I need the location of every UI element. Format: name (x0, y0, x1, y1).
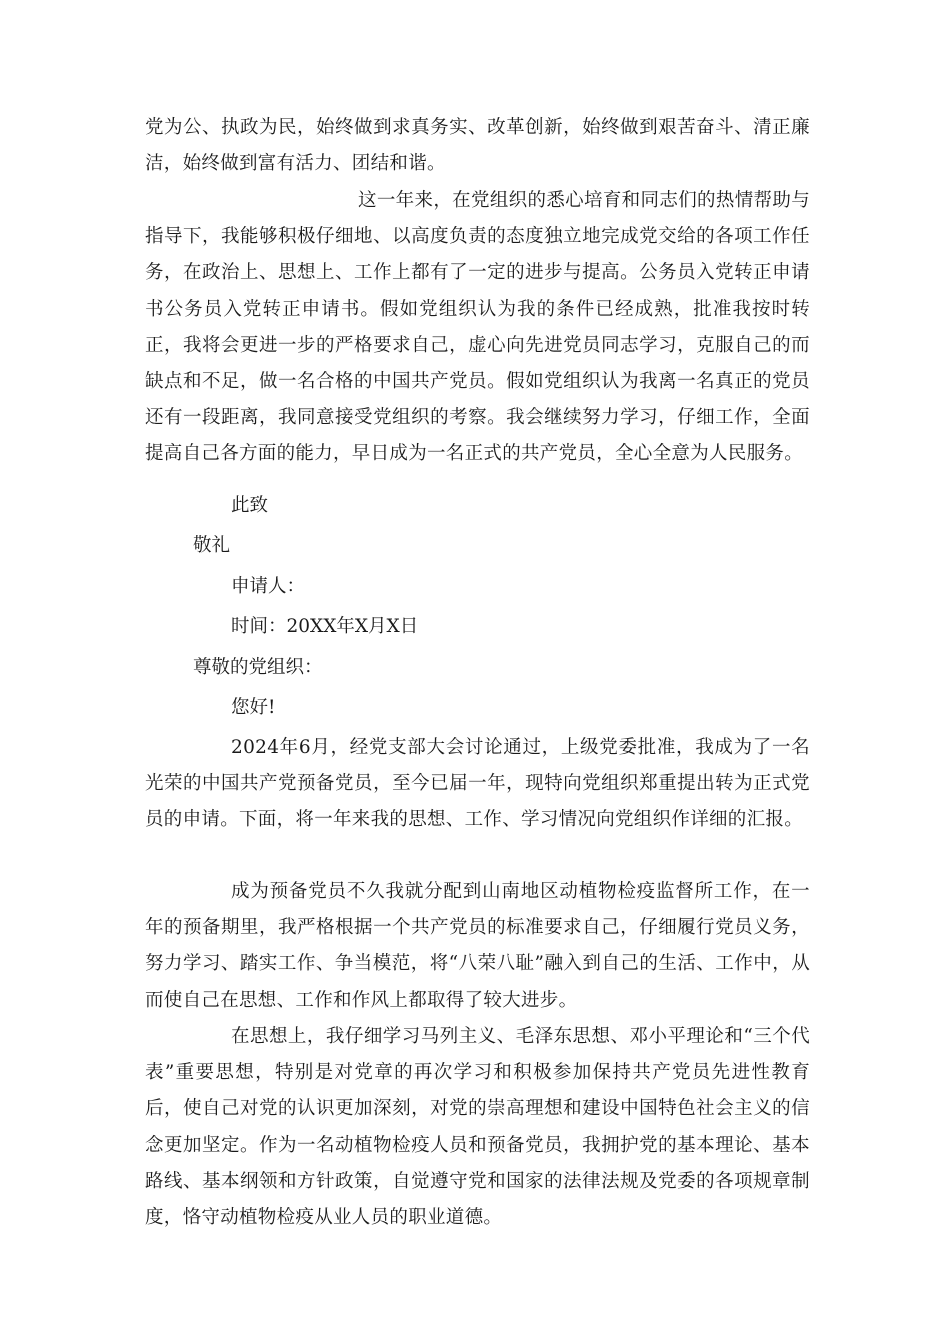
date-line: 时间：20XX年X月X日 (231, 616, 419, 637)
paragraph-3: 2024年6月，经党支部大会讨论通过，上级党委批准，我成为了一名光荣的中国共产党预备党员，至今已届一年，现特向党组织郑重提出转为正式党员的申请。下面，将一年来我的思想、工作、学习情况向党组织作详细的汇报。 (145, 737, 810, 831)
paragraph-5: 在思想上，我仔细学习马列主义、毛泽东思想、邓小平理论和“三个代表”重要思想，特别是对党章的再次学习和积极参加保持共产党员先进性教育后，使自己对党的认识更加深刻，对党的崇高理想和建设中国特色社会主义的信念更加坚定。作为一名动植物检疫人员和预备党员，我拥护党的基本理论、基本路线、基本纲领和方针政策，自觉遵守党和国家的法律法规及党委的各项规章制度，恪守动植物检疫从业人员的职业道德。 (145, 1026, 810, 1229)
salutation-line: 尊敬的党组织： (193, 657, 323, 678)
paragraph-1: 党为公、执政为民，始终做到求真务实、改革创新，始终做到艰苦奋斗、清正廉洁，始终做到富有活力、团结和谐。 (145, 117, 810, 175)
closing-text: 此致 (231, 495, 269, 516)
hello-line: 您好! (231, 697, 276, 718)
applicant-label: 申请人： (231, 576, 306, 597)
paragraph-2: 这一年来，在党组织的悉心培育和同志们的热情帮助与指导下，我能够积极仔细地、以高度负责的态度独立地完成党交给的各项工作任务，在政治上、思想上、工作上都有了一定的进步与提高。公务员入党转正申请书公务员入党转正申请书。假如党组织认为我的条件已经成熟，批准我按时转正，我将会更进一步的严格要求自己，虚心向先进党员同志学习，克服自己的而缺点和不足，做一名合格的中国共产党员。假如党组织认为我离一名真正的党员还有一段距离，我同意接受党组织的考察。我会继续努力学习，仔细工作，全面提高自己各方面的能力，早日成为一名正式的共产党员，全心全意为人民服务。 (145, 190, 810, 465)
paragraph-4: 成为预备党员不久我就分配到山南地区动植物检疫监督所工作，在一年的预备期里，我严格根据一个共产党员的标准要求自己，仔细履行党员义务，努力学习、踏实工作、争当模范，将“八荣八耻”融入到自己的生活、工作中，从而使自己在思想、工作和作风上都取得了较大进步。 (145, 881, 810, 1011)
salute-text: 敬礼 (193, 535, 231, 556)
